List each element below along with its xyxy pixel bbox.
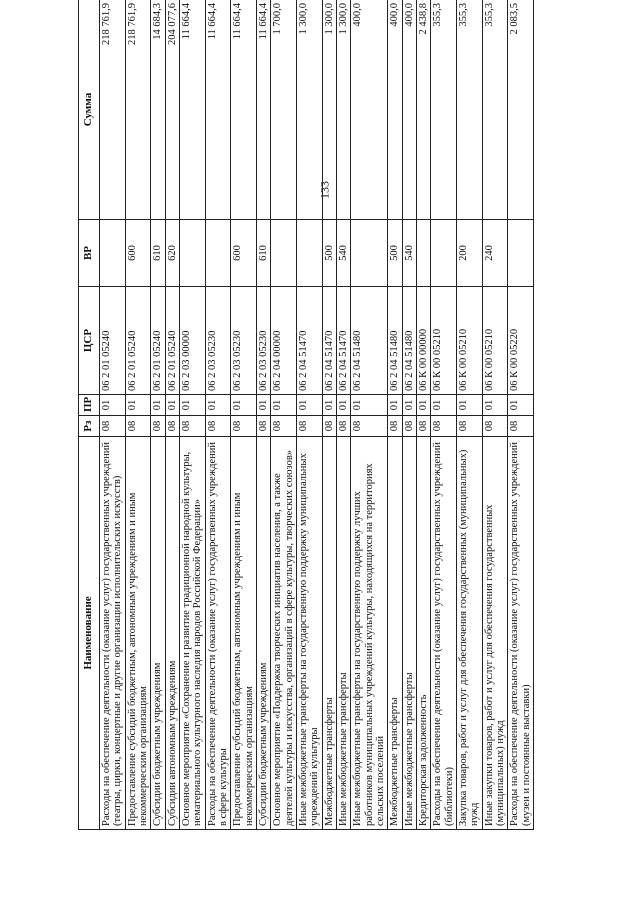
cell-csr: 06 2 04 51480 bbox=[388, 287, 402, 395]
rotated-table-container bbox=[78, 0, 568, 830]
header-csr: ЦСР bbox=[79, 287, 100, 395]
cell-vr bbox=[205, 220, 231, 287]
cell-csr: 06 2 03 05230 bbox=[231, 287, 257, 395]
table-row bbox=[416, 0, 430, 830]
cell-csr: 06 2 04 51470 bbox=[296, 287, 322, 395]
cell-rz: 08 bbox=[336, 416, 350, 437]
table-row bbox=[388, 0, 402, 830]
cell-vr bbox=[296, 220, 322, 287]
table-row bbox=[151, 0, 165, 830]
cell-rz: 08 bbox=[388, 416, 402, 437]
cell-csr: 06 К 00 05210 bbox=[482, 287, 508, 395]
cell-vr: 600 bbox=[125, 220, 151, 287]
table-row bbox=[100, 0, 126, 830]
cell-name: Закупка товаров, работ и услуг для обеспечения государственных (муниципальных) нужд bbox=[456, 437, 482, 830]
cell-name: Расходы на обеспечение деятельности (оказание услуг) государственных учреждений в сфере культуры bbox=[205, 437, 231, 830]
cell-pr: 01 bbox=[402, 395, 416, 416]
cell-pr: 01 bbox=[165, 395, 179, 416]
header-name: Наименование bbox=[79, 437, 100, 830]
table-row bbox=[351, 0, 388, 830]
cell-vr: 610 bbox=[151, 220, 165, 287]
cell-name: Предоставление субсидий бюджетным, автономным учреждениям и иным некоммерческим организациям bbox=[125, 437, 151, 830]
table-row bbox=[482, 0, 508, 830]
table-row bbox=[165, 0, 179, 830]
cell-sum: 1 300,0 bbox=[336, 0, 350, 220]
table-row bbox=[456, 0, 482, 830]
cell-vr: 610 bbox=[256, 220, 270, 287]
table-header-row bbox=[79, 0, 100, 830]
cell-sum: 400,0 bbox=[402, 0, 416, 220]
cell-rz: 08 bbox=[402, 416, 416, 437]
cell-pr: 01 bbox=[179, 395, 205, 416]
cell-vr: 600 bbox=[231, 220, 257, 287]
cell-sum: 204 077,6 bbox=[165, 0, 179, 220]
cell-name: Иные закупки товаров, работ и услуг для обеспечения государственных (муниципальных) нужд bbox=[482, 437, 508, 830]
cell-vr: 200 bbox=[456, 220, 482, 287]
cell-sum: 14 684,3 bbox=[151, 0, 165, 220]
table-row bbox=[296, 0, 322, 830]
cell-name: Расходы на обеспечение деятельности (оказание услуг) государственных учреждений (библиотеки) bbox=[431, 437, 457, 830]
cell-vr bbox=[271, 220, 297, 287]
cell-pr: 01 bbox=[271, 395, 297, 416]
cell-sum: 400,0 bbox=[388, 0, 402, 220]
cell-rz: 08 bbox=[431, 416, 457, 437]
cell-sum: 11 664,4 bbox=[205, 0, 231, 220]
cell-pr: 01 bbox=[296, 395, 322, 416]
header-pr: ПР bbox=[79, 395, 100, 416]
header-sum: Сумма bbox=[79, 0, 100, 220]
cell-name: Субсидии бюджетным учреждениям bbox=[151, 437, 165, 830]
cell-csr: 06 2 04 00000 bbox=[271, 287, 297, 395]
cell-name: Иные межбюджетные трансферты на государственную поддержку муниципальных учреждений культуры bbox=[296, 437, 322, 830]
cell-rz: 08 bbox=[482, 416, 508, 437]
cell-pr: 01 bbox=[322, 395, 336, 416]
table-row bbox=[402, 0, 416, 830]
cell-vr: 540 bbox=[402, 220, 416, 287]
cell-rz: 08 bbox=[231, 416, 257, 437]
cell-pr: 01 bbox=[231, 395, 257, 416]
cell-csr: 06 К 00 05210 bbox=[456, 287, 482, 395]
cell-csr: 06 2 01 05240 bbox=[125, 287, 151, 395]
cell-name: Предоставление субсидий бюджетным, автономным учреждениям и иным некоммерческим организациям bbox=[231, 437, 257, 830]
cell-pr: 01 bbox=[151, 395, 165, 416]
cell-name: Кредиторская задолженность bbox=[416, 437, 430, 830]
cell-sum: 1 300,0 bbox=[296, 0, 322, 220]
table-row bbox=[508, 0, 534, 830]
cell-vr: 500 bbox=[388, 220, 402, 287]
cell-name: Иные межбюджетные трансферты bbox=[336, 437, 350, 830]
cell-pr: 01 bbox=[205, 395, 231, 416]
cell-rz: 08 bbox=[271, 416, 297, 437]
cell-pr: 01 bbox=[351, 395, 388, 416]
cell-rz: 08 bbox=[165, 416, 179, 437]
cell-sum: 1 300,0 bbox=[322, 0, 336, 220]
cell-vr: 500 bbox=[322, 220, 336, 287]
cell-sum: 11 664,4 bbox=[179, 0, 205, 220]
cell-sum: 1 700,0 bbox=[271, 0, 297, 220]
page-number-text: 133 bbox=[317, 181, 332, 199]
cell-rz: 08 bbox=[125, 416, 151, 437]
cell-name: Основное мероприятие «Поддержка творческих инициатив населения, а также деятелей культуры и искусства, организаций в сфере культуры, творческих союзов» bbox=[271, 437, 297, 830]
cell-pr: 01 bbox=[482, 395, 508, 416]
cell-csr: 06 К 00 00000 bbox=[416, 287, 430, 395]
table-row bbox=[231, 0, 257, 830]
cell-rz: 08 bbox=[351, 416, 388, 437]
cell-csr: 06 2 01 05240 bbox=[100, 287, 126, 395]
cell-vr bbox=[179, 220, 205, 287]
cell-rz: 08 bbox=[508, 416, 534, 437]
cell-pr: 01 bbox=[388, 395, 402, 416]
cell-rz: 08 bbox=[416, 416, 430, 437]
cell-sum: 355,3 bbox=[456, 0, 482, 220]
cell-csr: 06 2 04 51470 bbox=[322, 287, 336, 395]
table-row bbox=[256, 0, 270, 830]
cell-rz: 08 bbox=[179, 416, 205, 437]
cell-sum: 11 664,4 bbox=[231, 0, 257, 220]
cell-rz: 08 bbox=[456, 416, 482, 437]
cell-csr: 06 2 01 05240 bbox=[151, 287, 165, 395]
cell-pr: 01 bbox=[256, 395, 270, 416]
cell-vr bbox=[431, 220, 457, 287]
cell-vr bbox=[100, 220, 126, 287]
cell-csr: 06 2 04 51470 bbox=[336, 287, 350, 395]
table-row bbox=[431, 0, 457, 830]
cell-name: Иные межбюджетные трансферты на государственную поддержку лучших работников муниципальных учреждений культуры, находящихся на территориях сельских поселений bbox=[351, 437, 388, 830]
cell-sum: 355,3 bbox=[482, 0, 508, 220]
cell-name: Субсидии бюджетным учреждениям bbox=[256, 437, 270, 830]
cell-name: Иные межбюджетные трансферты bbox=[402, 437, 416, 830]
cell-sum: 218 761,9 bbox=[125, 0, 151, 220]
cell-name: Расходы на обеспечение деятельности (оказание услуг) государственных учреждений (театры, цирки, концертные и другие организации исполнительских искусств) bbox=[100, 437, 126, 830]
cell-sum: 218 761,9 bbox=[100, 0, 126, 220]
header-rz: Рз bbox=[79, 416, 100, 437]
cell-rz: 08 bbox=[296, 416, 322, 437]
cell-pr: 01 bbox=[125, 395, 151, 416]
cell-rz: 08 bbox=[256, 416, 270, 437]
cell-vr: 540 bbox=[336, 220, 350, 287]
cell-sum: 2 438,8 bbox=[416, 0, 430, 220]
cell-name: Основное мероприятие «Сохранение и развитие традиционной народной культуры, нематериального культурного наследия народов Российской Федерации» bbox=[179, 437, 205, 830]
cell-rz: 08 bbox=[205, 416, 231, 437]
cell-vr: 240 bbox=[482, 220, 508, 287]
cell-name: Расходы на обеспечение деятельности (оказание услуг) государственных учреждений (музеи и постоянные выставки) bbox=[508, 437, 534, 830]
cell-vr: 620 bbox=[165, 220, 179, 287]
table-row bbox=[336, 0, 350, 830]
cell-sum: 355,3 bbox=[431, 0, 457, 220]
cell-pr: 01 bbox=[100, 395, 126, 416]
table-row bbox=[125, 0, 151, 830]
cell-sum: 400,0 bbox=[351, 0, 388, 220]
cell-vr bbox=[508, 220, 534, 287]
cell-csr: 06 2 03 00000 bbox=[179, 287, 205, 395]
cell-csr: 06 2 01 05240 bbox=[165, 287, 179, 395]
cell-rz: 08 bbox=[151, 416, 165, 437]
cell-pr: 01 bbox=[336, 395, 350, 416]
table-row bbox=[271, 0, 297, 830]
cell-csr: 06 2 04 51480 bbox=[402, 287, 416, 395]
cell-name: Межбюджетные трансферты bbox=[322, 437, 336, 830]
cell-csr: 06 К 00 05220 bbox=[508, 287, 534, 395]
cell-sum: 2 083,5 bbox=[508, 0, 534, 220]
cell-csr: 06 2 03 05230 bbox=[205, 287, 231, 395]
table-body bbox=[100, 0, 534, 830]
cell-vr bbox=[416, 220, 430, 287]
cell-pr: 01 bbox=[416, 395, 430, 416]
cell-rz: 08 bbox=[100, 416, 126, 437]
cell-csr: 06 2 04 51480 bbox=[351, 287, 388, 395]
cell-pr: 01 bbox=[508, 395, 534, 416]
header-vr: ВР bbox=[79, 220, 100, 287]
cell-pr: 01 bbox=[431, 395, 457, 416]
cell-rz: 08 bbox=[322, 416, 336, 437]
cell-csr: 06 К 00 05210 bbox=[431, 287, 457, 395]
cell-name: Субсидии автономным учреждениям bbox=[165, 437, 179, 830]
table-row bbox=[205, 0, 231, 830]
cell-vr bbox=[351, 220, 388, 287]
cell-name: Межбюджетные трансферты bbox=[388, 437, 402, 830]
table-row bbox=[322, 0, 336, 830]
table-row bbox=[179, 0, 205, 830]
budget-table bbox=[78, 0, 534, 830]
cell-sum: 11 664,4 bbox=[256, 0, 270, 220]
cell-pr: 01 bbox=[456, 395, 482, 416]
cell-csr: 06 2 03 05230 bbox=[256, 287, 270, 395]
